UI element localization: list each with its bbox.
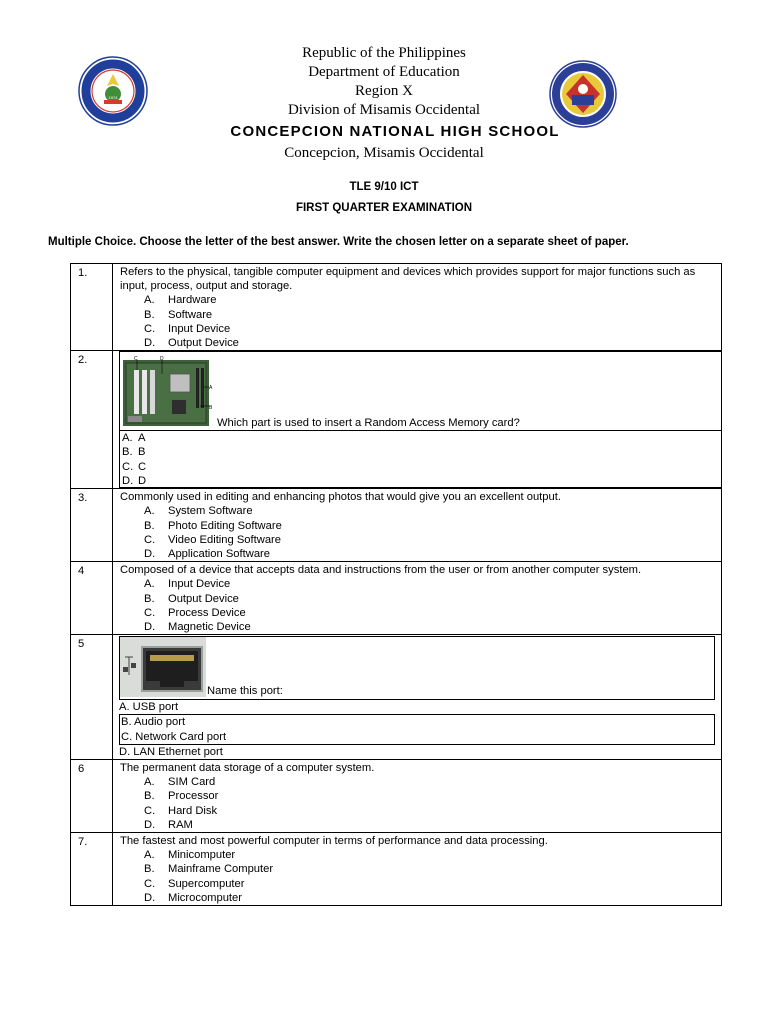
header-republic: Republic of the Philippines — [302, 45, 466, 61]
motherboard-label: B — [209, 405, 213, 412]
exam-title: FIRST QUARTER EXAMINATION — [295, 202, 473, 214]
option: D. Application Software — [144, 548, 270, 561]
option: B. Audio port — [121, 716, 186, 729]
question-text: The fastest and most powerful computer in terms of performance and data processing. — [120, 835, 548, 848]
school-location: Concepcion, Misamis Occidental — [284, 145, 484, 161]
option: B. Mainframe Computer — [144, 863, 274, 876]
option: D. LAN Ethernet port — [119, 745, 223, 758]
header-division: Division of Misamis Occidental — [287, 102, 481, 118]
question-number: 7. — [71, 833, 113, 906]
question-text: Commonly used in editing and enhancing photos that would give you an excellent output. — [120, 491, 561, 504]
option: D. RAM — [144, 818, 193, 831]
question-number: 3. — [71, 489, 113, 562]
option: B. Photo Editing Software — [144, 519, 282, 532]
question-number: 4 — [71, 562, 113, 635]
table-row — [71, 489, 722, 562]
question-number: 2. — [71, 351, 113, 489]
option: C. Network Card port — [121, 730, 227, 743]
question-text: Name this port: — [207, 685, 283, 698]
table-row — [71, 562, 722, 635]
option: C. Input Device — [144, 322, 231, 335]
option: B. B — [122, 446, 146, 459]
header-department: Department of Education — [308, 64, 460, 80]
option: A. Minicomputer — [144, 849, 236, 862]
question-text: Composed of a device that accepts data and instructions from the user or from another computer system. — [120, 564, 642, 577]
option: A. USB port — [119, 701, 179, 714]
question-number: 1. — [71, 264, 113, 351]
option: C. Video Editing Software — [144, 533, 281, 546]
motherboard-label: A — [209, 385, 213, 392]
option: A. Input Device — [144, 578, 231, 591]
school-name: CONCEPCION NATIONAL HIGH SCHOOL — [230, 123, 560, 140]
option: C. Hard Disk — [144, 804, 218, 817]
table-row — [71, 760, 722, 833]
motherboard-image — [120, 354, 213, 428]
questions-table — [70, 263, 722, 906]
instructions: Multiple Choice. Choose the letter of the best answer. Write the chosen letter on a separate sheet of paper. — [48, 236, 629, 248]
option: A. SIM Card — [144, 776, 216, 789]
option: B. Processor — [144, 790, 219, 803]
ethernet-port-image — [120, 637, 206, 697]
exam-subject: TLE 9/10 ICT — [349, 181, 419, 193]
option: A. A — [122, 432, 146, 445]
option: C. Process Device — [144, 606, 246, 619]
option: A. Hardware — [144, 294, 217, 307]
motherboard-label: D — [160, 356, 164, 363]
table-row — [71, 351, 722, 489]
table-row — [71, 833, 722, 906]
question-text: Which part is used to insert a Random Access Memory card? — [217, 417, 520, 430]
option: B. Output Device — [144, 592, 239, 605]
question-text: Refers to the physical, tangible computer equipment and devices which provides support for major functions such as input, process, output and storage. — [120, 266, 696, 293]
header-region: Region X — [355, 83, 413, 99]
question-text: The permanent data storage of a computer system. — [120, 762, 375, 775]
option: C. C — [122, 460, 147, 473]
motherboard-label: C — [134, 356, 138, 363]
question-number: 5 — [71, 635, 113, 760]
svg-text:1974: 1974 — [108, 95, 118, 100]
option: D. Output Device — [144, 337, 239, 350]
table-row — [71, 264, 722, 351]
table-row — [71, 635, 722, 760]
question-number: 6 — [71, 760, 113, 833]
option: D. D — [122, 474, 147, 487]
option: D. Microcomputer — [144, 891, 242, 904]
option: D. Magnetic Device — [144, 621, 251, 634]
option: B. Software — [144, 308, 213, 321]
option: C. Supercomputer — [144, 877, 245, 890]
option: A. System Software — [144, 505, 253, 518]
